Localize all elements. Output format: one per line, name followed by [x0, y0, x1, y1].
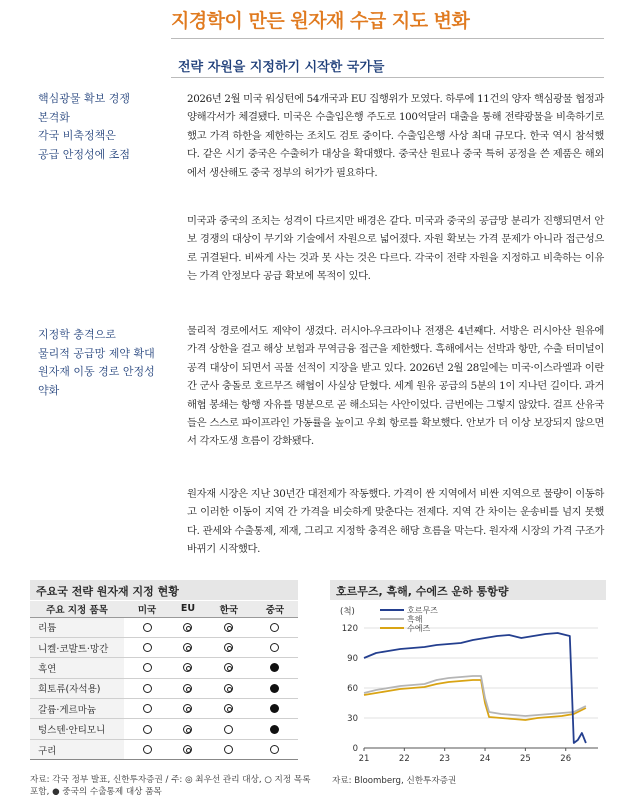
sidenote-line: 지정학 충격으로	[38, 328, 116, 341]
x-tick-label: 26	[560, 754, 572, 764]
designation-cell	[252, 617, 298, 637]
designation-cell	[124, 678, 170, 698]
shipping-traffic-chart	[330, 602, 606, 772]
x-tick-label: 25	[519, 754, 531, 764]
table-row	[30, 658, 298, 678]
designation-cell	[124, 719, 170, 739]
table-row	[30, 617, 298, 637]
title-divider	[171, 38, 604, 39]
table-row	[30, 719, 298, 739]
designation-cell	[170, 658, 206, 678]
designation-table	[30, 601, 298, 760]
item-name: 흑연	[30, 658, 124, 678]
designation-cell	[252, 739, 298, 759]
designation-cell	[124, 617, 170, 637]
open-circle-icon	[270, 623, 279, 632]
column-header: 미국	[124, 601, 170, 617]
table-row	[30, 739, 298, 759]
page-title: 지경학이 만든 원자재 수급 지도 변화	[171, 10, 470, 32]
body-paragraph: 2026년 2월 미국 워싱턴에 54개국과 EU 집행위가 모였다. 하루에 11건의 양자 핵심광물 협정과 양해각서가 체결됐다. 미국은 수출입은행 주도로 100억달러 대출을 통해 전략광물을 비축하기로 했고 가격 하한을 제한하는 조치도 검토 중이다. 수출입은행 사상 최대 규모다. 한국 역시 참석했다. 같은 시기 중국은 수출허가 대상을 확대했다. 중국산 원료나 중국 특허 공정을 쓴 제품은 해외에서 생산해도 중국 정부의 허가가 필요하다.	[187, 93, 604, 179]
sidenote-line: 본격화	[38, 110, 70, 124]
open-circle-icon	[143, 643, 152, 652]
chart-panel-title: 호르무즈, 흑해, 수에즈 운하 통항량	[336, 585, 509, 598]
designation-cell	[124, 637, 170, 657]
sidenote-line: 약화	[38, 383, 60, 397]
designation-cell	[206, 678, 252, 698]
table-row	[30, 678, 298, 698]
designation-cell	[170, 678, 206, 698]
double-circle-icon	[183, 684, 192, 693]
designation-cell	[206, 617, 252, 637]
open-circle-icon	[143, 704, 152, 713]
y-tick-label: 30	[347, 714, 358, 724]
sidenote-supply-security	[38, 90, 168, 164]
item-name: 구리	[30, 739, 124, 759]
legend-label: 흑해	[407, 615, 423, 624]
x-tick-label: 22	[398, 754, 410, 764]
open-circle-icon	[224, 725, 233, 734]
double-circle-icon	[224, 663, 233, 672]
designation-cell	[170, 637, 206, 657]
legend-label: 수에즈	[407, 624, 431, 633]
designation-cell	[124, 739, 170, 759]
designation-cell	[170, 617, 206, 637]
designation-cell	[252, 637, 298, 657]
table-row	[30, 699, 298, 719]
column-header: EU	[170, 601, 206, 617]
filled-circle-icon	[270, 704, 279, 713]
y-tick-label: 120	[341, 624, 358, 634]
double-circle-icon	[224, 704, 233, 713]
filled-circle-icon	[270, 725, 279, 734]
double-circle-icon	[224, 643, 233, 652]
item-name: 갈륨·게르마늄	[30, 699, 124, 719]
y-tick-label: 0	[352, 744, 358, 754]
y-tick-label: 90	[347, 654, 358, 664]
subtitle-divider	[171, 77, 604, 78]
double-circle-icon	[183, 745, 192, 754]
double-circle-icon	[183, 725, 192, 734]
item-name: 텅스텐·안티모니	[30, 719, 124, 739]
item-name: 리튬	[30, 617, 124, 637]
sidenote-line: 물리적 공급망 제약 확대	[38, 346, 155, 360]
double-circle-icon	[183, 623, 192, 632]
column-header: 중국	[252, 601, 298, 617]
designation-cell	[124, 658, 170, 678]
sidenote-line: 공급 안정성에 초점	[38, 147, 131, 161]
double-circle-icon	[224, 684, 233, 693]
series-line	[364, 676, 586, 716]
table-header-row	[30, 601, 298, 617]
designation-cell	[206, 719, 252, 739]
double-circle-icon	[224, 623, 233, 632]
x-tick-label: 24	[479, 754, 491, 764]
table-row	[30, 637, 298, 657]
table-source-note: 자료: 각국 정부 발표, 신한투자증권 / 주: ◎ 최우선 관리 대상, ○ 지정 목록 포함, ● 중국의 수출통제 대상 품목	[30, 775, 311, 797]
sidenote-line: 핵심광물 확보 경쟁	[38, 92, 131, 105]
filled-circle-icon	[270, 684, 279, 693]
designation-cell	[206, 637, 252, 657]
x-tick-label: 23	[439, 754, 451, 764]
open-circle-icon	[143, 663, 152, 672]
column-header: 한국	[206, 601, 252, 617]
designation-cell	[252, 719, 298, 739]
open-circle-icon	[143, 745, 152, 754]
designation-cell	[206, 739, 252, 759]
open-circle-icon	[143, 684, 152, 693]
designation-cell	[170, 699, 206, 719]
sidenote-line: 각국 비축정책은	[38, 129, 116, 142]
double-circle-icon	[183, 643, 192, 652]
designation-cell	[124, 699, 170, 719]
double-circle-icon	[183, 704, 192, 713]
chart-source-note: 자료: Bloomberg, 신한투자증권	[332, 776, 457, 786]
designation-cell	[170, 719, 206, 739]
open-circle-icon	[143, 725, 152, 734]
designation-cell	[170, 739, 206, 759]
filled-circle-icon	[270, 663, 279, 672]
body-paragraph: 미국과 중국의 조치는 성격이 다르지만 배경은 같다. 미국과 중국의 공급망 분리가 진행되면서 안보 경쟁의 대상이 무기와 기술에서 자원으로 넓어졌다. 자원 확보는 가격 문제가 아니라 접근성으로 귀결된다. 비싸게 사는 것과 못 사는 것은 다르다. 각국이 전략 자원을 지정하고 비축하는 이유는 가격 안정보다 공급 확보에 목적이 있다.	[187, 215, 604, 283]
column-header: 주요 지정 품목	[30, 601, 124, 617]
designation-cell	[206, 658, 252, 678]
open-circle-icon	[143, 623, 152, 632]
y-tick-label: 60	[347, 684, 358, 694]
open-circle-icon	[224, 745, 233, 754]
table-panel-title: 주요국 전략 원자재 지정 현황	[36, 585, 179, 598]
item-name: 희토류(자석용)	[30, 678, 124, 698]
item-name: 니켈·코발트·망간	[30, 637, 124, 657]
designation-cell	[252, 658, 298, 678]
body-paragraph: 원자재 시장은 지난 30년간 대전제가 작동했다. 가격이 싼 지역에서 비싼 지역으로 물량이 이동하고 이러한 이동이 지역 간 가격을 비슷하게 맞춘다는 전제다. 지역 간 차이는 운송비를 넘지 못했다. 관세와 수출통제, 제재, 그리고 지정학 충격은 해당 흐름을 막는다. 원자재 시장의 가격 구조가 바뀌기 시작했다.	[187, 488, 604, 556]
open-circle-icon	[270, 643, 279, 652]
section-subtitle: 전략 자원을 지정하기 시작한 국가들	[178, 60, 385, 75]
sidenote-geopolitics	[38, 326, 168, 400]
double-circle-icon	[183, 663, 192, 672]
body-paragraph: 물리적 경로에서도 제약이 생겼다. 러시아-우크라이나 전쟁은 4년째다. 서방은 러시아산 원유에 가격 상한을 걸고 해상 보험과 무역금융 접근을 제한했다. 흑해에서는 선박과 항만, 수출 터미널이 공격 대상이 되면서 곡물 선적이 지장을 받고 있다. 2026년 2월 28일에는 미국·이스라엘과 이란 간 군사 충돌로 호르무즈 해협이 사실상 닫혔다. 세계 원유 공급의 5분의 1이 지나던 길이다. 과거 해협 봉쇄는 항행 자유를 명분으로 곧 해소되는 사안이었다. 금번에는 그렇지 않았다. 걸프 산유국들은 스스로 파이프라인 가동률을 높이고 우회 항로를 확보했다. 안보가 더 이상 보장되지 않으면서 각자도생 흐름이 강화됐다.	[187, 325, 604, 448]
sidenote-line: 원자재 이동 경로 안정성	[38, 365, 155, 378]
designation-cell	[252, 699, 298, 719]
legend-label: 호르무즈	[407, 606, 438, 615]
open-circle-icon	[270, 745, 279, 754]
designation-cell	[206, 699, 252, 719]
x-tick-label: 21	[358, 754, 370, 764]
y-axis-unit-label: (척)	[340, 607, 355, 617]
designation-cell	[252, 678, 298, 698]
